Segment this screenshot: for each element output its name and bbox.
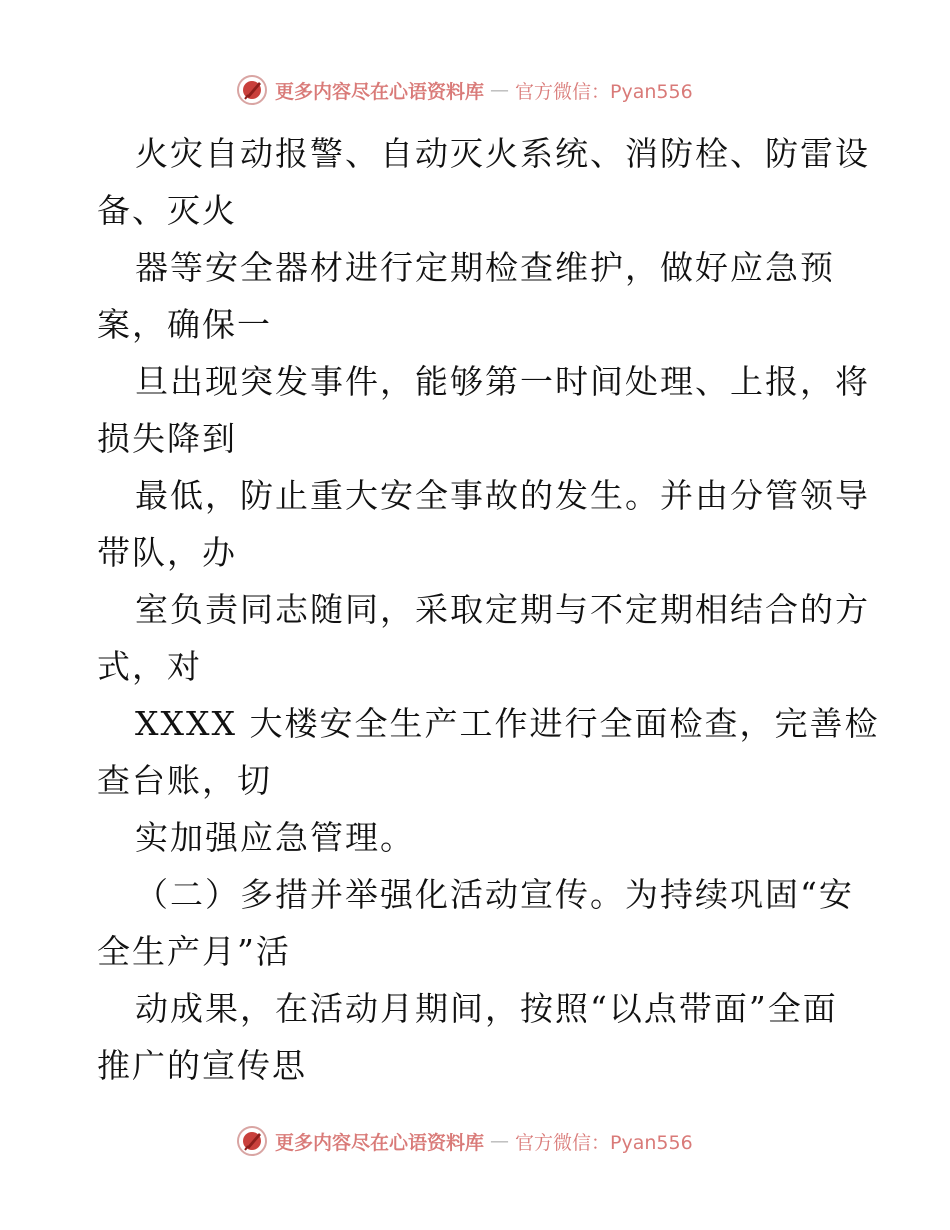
feather-pen-logo-icon <box>235 73 269 107</box>
text-line: 动成果，在活动月期间，按照“以点带面”全面 <box>135 989 838 1028</box>
text-line: XXXX 大楼安全生产工作进行全面检查，完善检 <box>135 704 880 743</box>
watermark-separator: — <box>490 1130 510 1152</box>
text-line: 带队，办 <box>97 533 237 572</box>
text-line: 式，对 <box>97 647 202 686</box>
text-line: 损失降到 <box>97 419 237 458</box>
text-line: 全生产月”活 <box>97 932 291 971</box>
document-body <box>97 125 880 1094</box>
text-line: 室负责同志随同，采取定期与不定期相结合的方 <box>135 590 870 629</box>
text-line: 火灾自动报警、自动灭火系统、消防栓、防雷设 <box>135 134 870 173</box>
text-line: 案，确保一 <box>97 305 272 344</box>
text-line: （二）多措并举强化活动宣传。为持续巩固“安 <box>135 875 854 914</box>
watermark-contact: 官方微信：Pyan556 <box>515 1131 693 1154</box>
watermark-text: 更多内容尽在心语资料库 <box>275 80 485 103</box>
text-line: 推广的宣传思 <box>97 1046 307 1085</box>
text-line: 备、灭火 <box>97 191 237 230</box>
watermark-separator: — <box>490 79 510 101</box>
text-line: 旦出现突发事件，能够第一时间处理、上报，将 <box>135 362 870 401</box>
watermark-text: 更多内容尽在心语资料库 <box>275 1131 485 1154</box>
text-line: 查台账，切 <box>97 761 272 800</box>
feather-pen-logo-icon <box>235 1124 269 1158</box>
text-line: 器等安全器材进行定期检查维护，做好应急预 <box>135 248 835 287</box>
footer-watermark <box>235 1123 693 1159</box>
text-line: 实加强应急管理。 <box>135 818 415 857</box>
header-watermark <box>235 72 693 108</box>
watermark-contact: 官方微信：Pyan556 <box>515 80 693 103</box>
text-line: 最低，防止重大安全事故的发生。并由分管领导 <box>135 476 870 515</box>
